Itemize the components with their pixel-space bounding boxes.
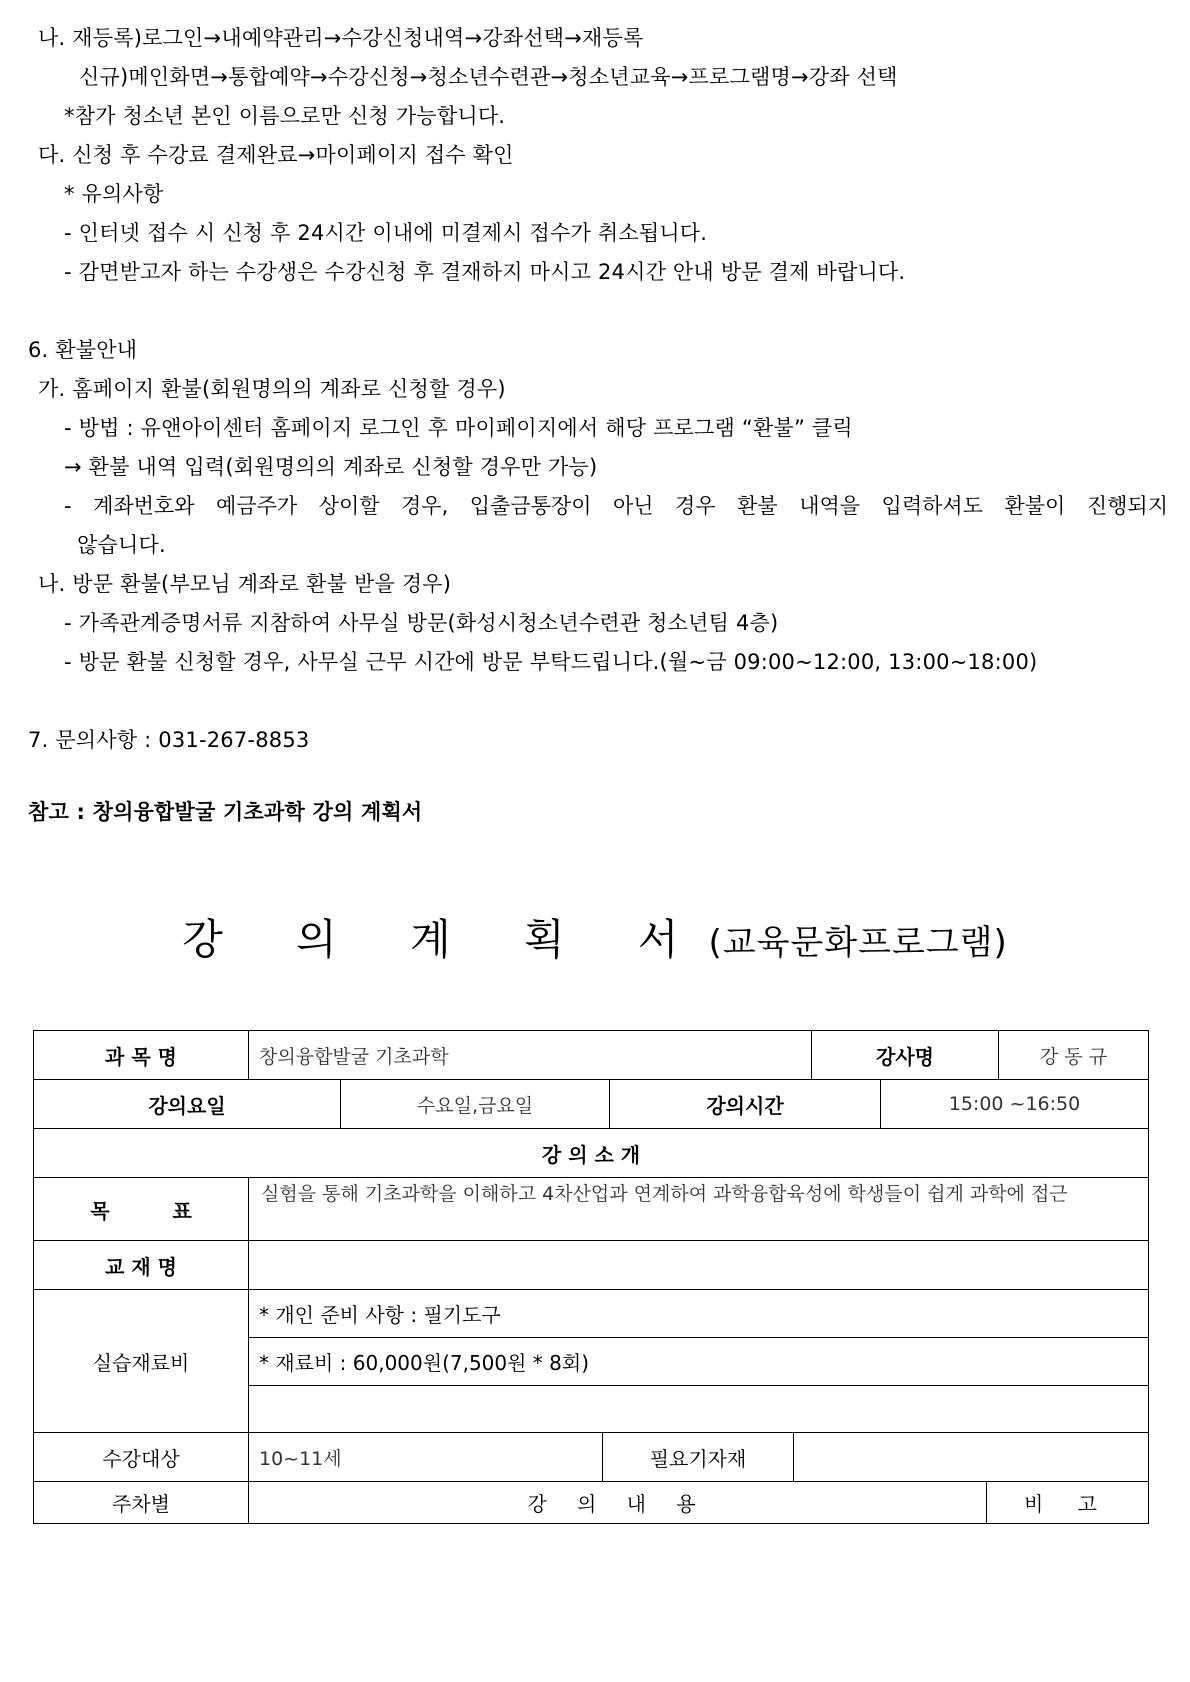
caution-line-1: - 인터넷 접수 시 신청 후 24시간 이내에 미결제시 접수가 취소됩니다. bbox=[64, 221, 708, 245]
subject-value: 창의융합발굴 기초과학 bbox=[249, 1031, 812, 1079]
row-intro bbox=[33, 1128, 1149, 1177]
title-main: 강 의 계 획 서 bbox=[182, 915, 709, 964]
refund-visit-docs: - 가족관계증명서류 지참하여 사무실 방문(화성시청소년수련관 청소년팀 4층) bbox=[64, 611, 779, 635]
target-label: 수강대상 bbox=[34, 1433, 249, 1481]
refund-heading: 6. 환불안내 bbox=[28, 338, 138, 362]
goal-label: 목 표 bbox=[34, 1178, 249, 1240]
page-title bbox=[0, 912, 1190, 971]
refund-online-title: 가. 홈페이지 환불(회원명의의 계좌로 신청할 경우) bbox=[38, 377, 506, 401]
material-list bbox=[249, 1290, 1148, 1432]
refund-online-method: - 방법 : 유앤아이센터 홈페이지 로그인 후 마이페이지에서 해당 프로그램 “환불” 클릭 bbox=[64, 416, 853, 440]
material-item: * 개인 준비 사항 : 필기도구 bbox=[249, 1290, 1148, 1338]
registration-line-new: 신규)메인화면→통합예약→수강신청→청소년수련관→청소년교육→프로그램명→강좌 선택 bbox=[79, 65, 898, 89]
row-schedule bbox=[33, 1079, 1149, 1128]
row-target bbox=[33, 1432, 1149, 1481]
intro-label: 강 의 소 개 bbox=[541, 1142, 641, 1167]
instructor-label: 강사명 bbox=[812, 1031, 999, 1079]
row-materials bbox=[33, 1289, 1149, 1432]
refund-online-warning-cont: 않습니다. bbox=[77, 533, 166, 557]
material-item: * 재료비 : 60,000원(7,500원 * 8회) bbox=[249, 1338, 1148, 1386]
row-weekly-header bbox=[33, 1481, 1149, 1524]
note-label: 비 고 bbox=[1024, 1492, 1111, 1516]
refund-online-input: → 환불 내역 입력(회원명의의 계좌로 신청할 경우만 가능) bbox=[64, 455, 598, 479]
lecture-plan-table bbox=[33, 1030, 1149, 1524]
inquiry-line: 7. 문의사항 : 031-267-8853 bbox=[28, 728, 310, 752]
refund-visit-hours: - 방문 환불 신청할 경우, 사무실 근무 시간에 방문 부탁드립니다.(월~금 09:00~12:00, 13:00~18:00) bbox=[64, 650, 1038, 674]
refund-visit-title: 나. 방문 환불(부모님 계좌로 환불 받을 경우) bbox=[38, 572, 452, 596]
registration-line-renew: 나. 재등록)로그인→내예약관리→수강신청내역→강좌선택→재등록 bbox=[38, 26, 644, 50]
registration-note: *참가 청소년 본인 이름으로만 신청 가능합니다. bbox=[64, 104, 506, 128]
time-value: 15:00 ~16:50 bbox=[948, 1093, 1081, 1115]
time-label: 강의시간 bbox=[610, 1080, 881, 1128]
payment-line: 다. 신청 후 수강료 결제완료→마이페이지 접수 확인 bbox=[38, 143, 514, 167]
row-goal bbox=[33, 1177, 1149, 1240]
refund-online-warning: - 계좌번호와 예금주가 상이할 경우, 입출금통장이 아닌 경우 환불 내역을 입력하셔도 환불이 진행되지 bbox=[64, 494, 1168, 518]
subject-label: 과 목 명 bbox=[34, 1031, 249, 1079]
equipment-value bbox=[794, 1433, 1148, 1481]
reference-line: 참고 : 창의융합발굴 기초과학 강의 계획서 bbox=[28, 800, 423, 824]
day-label: 강의요일 bbox=[34, 1080, 341, 1128]
material-item bbox=[249, 1386, 1148, 1433]
target-value: 10~11세 bbox=[249, 1433, 603, 1481]
day-value: 수요일,금요일 bbox=[341, 1080, 610, 1128]
material-label: 실습재료비 bbox=[34, 1290, 249, 1432]
content-label: 강 의 내 용 bbox=[249, 1482, 987, 1523]
row-subject bbox=[33, 1030, 1149, 1079]
textbook-value bbox=[249, 1241, 1148, 1289]
textbook-label: 교 재 명 bbox=[34, 1241, 249, 1289]
instructor-value: 강 동 규 bbox=[1039, 1045, 1108, 1068]
equipment-label: 필요기자재 bbox=[603, 1433, 794, 1481]
goal-value: 실험을 통해 기초과학을 이해하고 4차산업과 연계하여 과학융합육성에 학생들이 쉽게 과학에 접근 bbox=[261, 1183, 1068, 1205]
title-sub: (교육문화프로그램) bbox=[708, 923, 1008, 963]
week-label: 주차별 bbox=[34, 1482, 249, 1523]
caution-heading: * 유의사항 bbox=[64, 182, 164, 206]
caution-line-2: - 감면받고자 하는 수강생은 수강신청 후 결재하지 마시고 24시간 안내 방문 결제 바랍니다. bbox=[64, 260, 906, 284]
row-textbook bbox=[33, 1240, 1149, 1289]
